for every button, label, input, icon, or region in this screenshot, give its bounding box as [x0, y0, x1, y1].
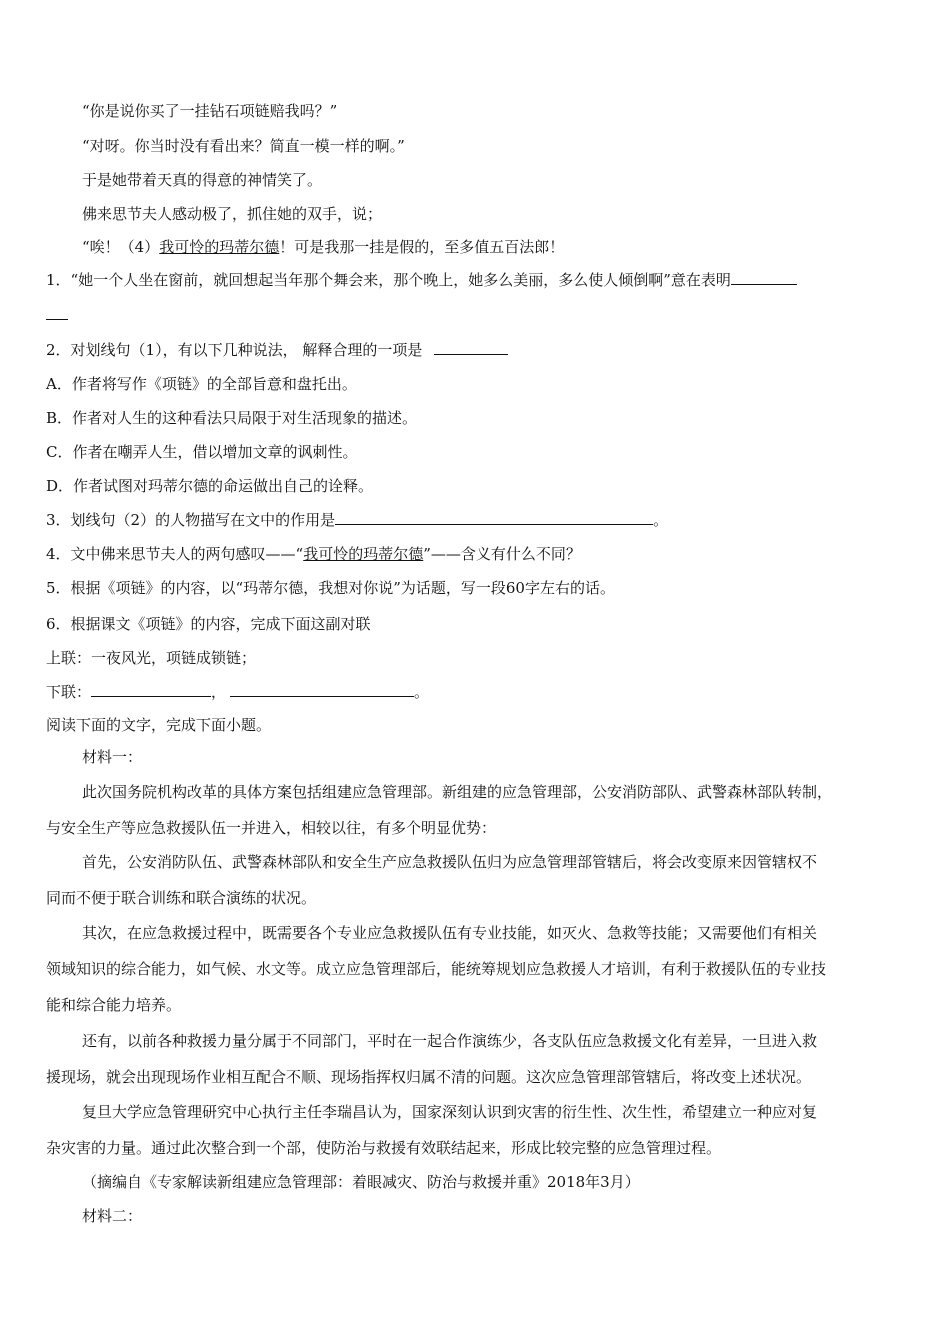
text: ，	[211, 683, 227, 701]
text: 下联：	[46, 683, 92, 701]
m1-para-2-line-1	[82, 852, 817, 872]
question-text: 6．根据课文《项链》的内容，完成下面这副对联	[46, 615, 371, 633]
answer-blank[interactable]	[230, 682, 414, 697]
question-text: 1．“她一个人坐在窗前，就回想起当年那个舞会来，那个晚上，她多么美丽，多么使人倾倒啊”意在表明	[46, 271, 731, 289]
m1-para-5-line-1	[82, 1102, 817, 1122]
q2-option-b	[46, 408, 417, 428]
m1-para-5-line-2	[46, 1138, 721, 1158]
question-2	[46, 340, 508, 360]
option-text: B．作者对人生的这种看法只局限于对生活现象的描述。	[46, 409, 418, 427]
material-1-title	[82, 747, 142, 767]
answer-blank[interactable]	[731, 270, 797, 285]
couplet-lower	[46, 682, 429, 702]
text: 。	[414, 683, 430, 701]
text: ”——含义有什么不同？	[423, 545, 581, 563]
question-text: 4．文中佛来思节夫人的两句感叹——“	[46, 545, 304, 563]
m1-source	[82, 1172, 640, 1192]
question-3	[46, 510, 668, 530]
question-1-blank-cont	[46, 305, 68, 325]
text: 援现场，就会出现现场作业相互配合不顺、现场指挥权归属不清的问题。这次应急管理部管辖后，将改变上述状况。	[46, 1068, 812, 1086]
answer-blank[interactable]	[335, 510, 653, 525]
material-2-title	[82, 1206, 142, 1226]
text: 杂灾害的力量。通过此次整合到一个部，使防治与救援有效联结起来，形成比较完整的应急管理过程。	[46, 1139, 722, 1157]
text: ！可是我那一挂是假的，至多值五百法郎！	[279, 238, 565, 256]
question-4	[46, 544, 581, 564]
text: （摘编自《专家解读新组建应急管理部：着眼减灾、防治与救援并重》2018年3月）	[82, 1173, 640, 1191]
text: 材料一：	[82, 748, 143, 766]
option-text: D．作者试图对玛蒂尔德的命运做出自己的诠释。	[46, 477, 374, 495]
text: 能和综合能力培养。	[46, 996, 182, 1014]
reading-intro	[46, 715, 271, 735]
answer-blank[interactable]	[46, 305, 68, 320]
question-text: 5．根据《项链》的内容，以“玛蒂尔德，我想对你说”为话题，写一段60字左右的话。	[46, 579, 615, 597]
text: 材料二：	[82, 1207, 143, 1225]
option-text: C．作者在嘲弄人生，借以增加文章的讽刺性。	[46, 443, 358, 461]
m1-para-3-line-1	[82, 923, 817, 943]
answer-blank[interactable]	[91, 682, 211, 697]
text: 于是她带着天真的得意的神情笑了。	[82, 171, 323, 189]
m1-para-4-line-1	[82, 1031, 817, 1051]
story-line-4	[82, 204, 382, 224]
question-text: 2．对划线句（1），有以下几种说法， 解释合理的一项是	[46, 341, 423, 359]
text: “唉！（4）	[82, 238, 160, 256]
story-line-1	[82, 101, 337, 121]
question-1	[46, 270, 797, 290]
question-5	[46, 578, 615, 598]
option-text: A．作者将写作《项链》的全部旨意和盘托出。	[46, 375, 357, 393]
m1-para-1-line-2	[46, 818, 496, 838]
m1-para-4-line-2	[46, 1067, 811, 1087]
story-line-3	[82, 170, 322, 190]
q2-option-a	[46, 374, 357, 394]
couplet-upper	[46, 648, 256, 668]
question-text: 3．划线句（2）的人物描写在文中的作用是	[46, 511, 336, 529]
underlined-phrase: 我可怜的玛蒂尔德	[303, 545, 424, 563]
text: “你是说你买了一挂钻石项链赔我吗？”	[82, 102, 338, 120]
m1-para-2-line-2	[46, 888, 316, 908]
story-line-2	[82, 136, 405, 156]
m1-para-1-line-1	[82, 782, 832, 802]
text: 首先，公安消防队伍、武警森林部队和安全生产应急救援队伍归为应急管理部管辖后，将会改变原来因管辖权不	[82, 853, 818, 871]
question-6	[46, 614, 371, 634]
text: 阅读下面的文字，完成下面小题。	[46, 716, 272, 734]
underlined-phrase: 我可怜的玛蒂尔德	[159, 238, 280, 256]
text: 。	[653, 511, 669, 529]
text: “对呀。你当时没有看出来？简直一模一样的啊。”	[82, 137, 405, 155]
q2-option-d	[46, 476, 373, 496]
story-line-5	[82, 237, 564, 257]
m1-para-3-line-2	[46, 959, 826, 979]
text: 佛来思节夫人感动极了，抓住她的双手，说；	[82, 205, 383, 223]
text: 其次，在应急救援过程中，既需要各个专业应急救援队伍有专业技能，如灭火、急救等技能；又需要他们有相关	[82, 924, 818, 942]
m1-para-3-line-3	[46, 995, 181, 1015]
text: 领域知识的综合能力，如气候、水文等。成立应急管理部后，能统筹规划应急救援人才培训，有利于救援队伍的专业技	[46, 960, 827, 978]
text: 上联：一夜风光，项链成锁链；	[46, 649, 257, 667]
text: 此次国务院机构改革的具体方案包括组建应急管理部。新组建的应急管理部，公安消防部队、武警森林部队转制，	[82, 783, 833, 801]
text: 与安全生产等应急救援队伍一并进入，相较以往，有多个明显优势：	[46, 819, 497, 837]
text: 还有，以前各种救援力量分属于不同部门，平时在一起合作演练少，各支队伍应急救援文化有差异，一旦进入救	[82, 1032, 818, 1050]
answer-blank[interactable]	[434, 340, 508, 355]
q2-option-c	[46, 442, 357, 462]
text: 同而不便于联合训练和联合演练的状况。	[46, 889, 317, 907]
text: 复旦大学应急管理研究中心执行主任李瑞昌认为，国家深刻认识到灾害的衍生性、次生性，希望建立一种应对复	[82, 1103, 818, 1121]
